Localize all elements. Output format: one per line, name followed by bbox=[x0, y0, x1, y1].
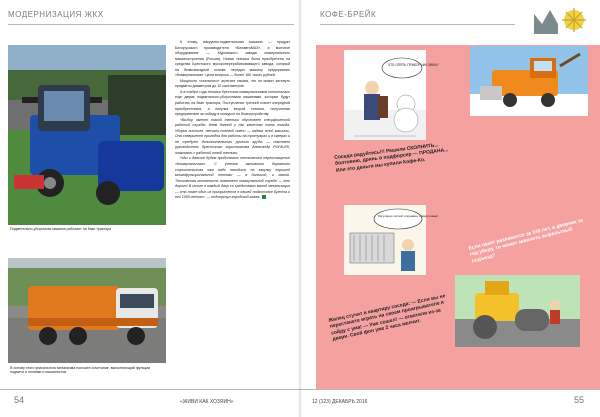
cartoon-snow-illustration bbox=[344, 50, 439, 140]
page-number-left: 54 bbox=[14, 395, 25, 405]
article-paragraph: «Выбор именно такой техники обусловлен специфической работой службы: днем данной у нас качество очень погода. Уборка листьев, песчано-солевой смеси — задача этой машины. Она совершенно пригодна для работы на тротуарах и в скверах и не требует дополнительного ручного груда, — поясняет руководитель Брестского горисполкома Александр РОГАЧУК, знакомясь с работой новой техники. bbox=[175, 117, 290, 155]
article-paragraph: Мощность «стального» агрегата такова, что он может затянуть предметы диаметром до 10 сантиметров. bbox=[175, 78, 290, 89]
photo-caption-bottom: В основу этого уникального механизма положен сочетание, выполняющий функции подмети и поливки и машинистов bbox=[10, 366, 151, 375]
photo-street-sweeper bbox=[8, 45, 166, 225]
section-header: МОДЕРНИЗАЦИЯ ЖКХ bbox=[8, 10, 104, 19]
section-header: КОФЕ-БРЕЙК bbox=[320, 10, 377, 19]
cartoon-heater bbox=[344, 205, 439, 275]
photo-kamaz-truck bbox=[8, 258, 166, 363]
header-rule bbox=[320, 24, 515, 25]
magazine-name: «ЖИВИ КАК ХОЗЯИН» bbox=[180, 399, 234, 405]
header-rule bbox=[8, 24, 294, 25]
end-mark-icon bbox=[262, 195, 266, 199]
cartoon-road-roller bbox=[455, 275, 580, 347]
cartoon-bubble-text: ЧТО ОПЯТЬ ПРИБОРЧИК ЗИМА? bbox=[388, 63, 439, 67]
article-paragraph: К этому, вакуумно-подметальная машина — продукт Белорусского производителя «БелавтоМАЗ», а моечное оборудование — Муромского завода коммунального машиностроения (Россия). Новая техника была приобретена на средства Брестского мусороперерабатывающего завода, который на безвозмездной основе передал машину предприятию «Коммунальник». Цена вопроса — более 160 тысяч рублей. bbox=[175, 40, 290, 78]
cartoon-snow-scene bbox=[344, 50, 439, 140]
cartoon-heater-illustration bbox=[344, 205, 439, 275]
photo-caption-top: Подметально-уборочная машина работает на базе трактора bbox=[10, 227, 112, 231]
article-body bbox=[175, 40, 290, 201]
joke-text-2: Если пакет разложится за 140 лет, а дворник за год уберу, то может завалить асфальтный подъезд? bbox=[468, 217, 584, 265]
page-number-right: 55 bbox=[573, 395, 584, 405]
article-paragraph bbox=[175, 156, 290, 200]
issue-info: 12 (123) ДЕКАБРЬ 2016 bbox=[312, 399, 368, 405]
cartoon-snowplow-illustration bbox=[470, 46, 588, 116]
cartoon-road-roller-illustration bbox=[455, 275, 580, 347]
article-paragraph: А в ноябре года техника брестских коммунальников пополнилась еще двумя подметально-уборочными машинами, которые будут работать на базе трактора. Поступление третьей станет очередной приобретением, а покупка второй техники, полученная предприятием за победу в конкурсе по благоустройству. bbox=[175, 89, 290, 117]
joke-text-1: Соседи радуйтесь!!! Решили СКОЛНИТЬ... болтовню, дрянь в подфорсер — ПРОДАНА... Или это деньги мы купили Кофе-Ко. bbox=[334, 142, 449, 174]
right-page bbox=[300, 0, 600, 417]
article-paragraph-text: «Мы и дальше будем продолжать техническое переоснащение «Коммунальника». С учетом активного дорожного строительства нам надо находить на закупку хорошей многофункциональной техники — в большой, и малой. Техническая готовность позволяет коммунальной службе — это дорого! В итоге в каждый двор со средствами малой механизации — это тоже один из приоритетов в нашей подготовке Бреста к его 1000-летию», — подчеркнул городской глава. bbox=[175, 156, 290, 200]
page-spine bbox=[298, 0, 302, 417]
street-sweeper-illustration bbox=[8, 45, 166, 225]
cartoon-bubble-text: Регулярно теплой открываю, прикручиваю! bbox=[378, 214, 439, 218]
joke-text-3: Жилец стучит в квартиру соседа: — Если вы не перестанете играть на своем проигрывателе я сойду с ума! — Уже сошел! — ответили из-за двери. Свой фон уже 2 часа молчит. bbox=[328, 293, 446, 343]
logo-icon bbox=[530, 6, 588, 38]
truck-illustration bbox=[8, 258, 166, 363]
cartoon-snowplow bbox=[470, 46, 588, 116]
